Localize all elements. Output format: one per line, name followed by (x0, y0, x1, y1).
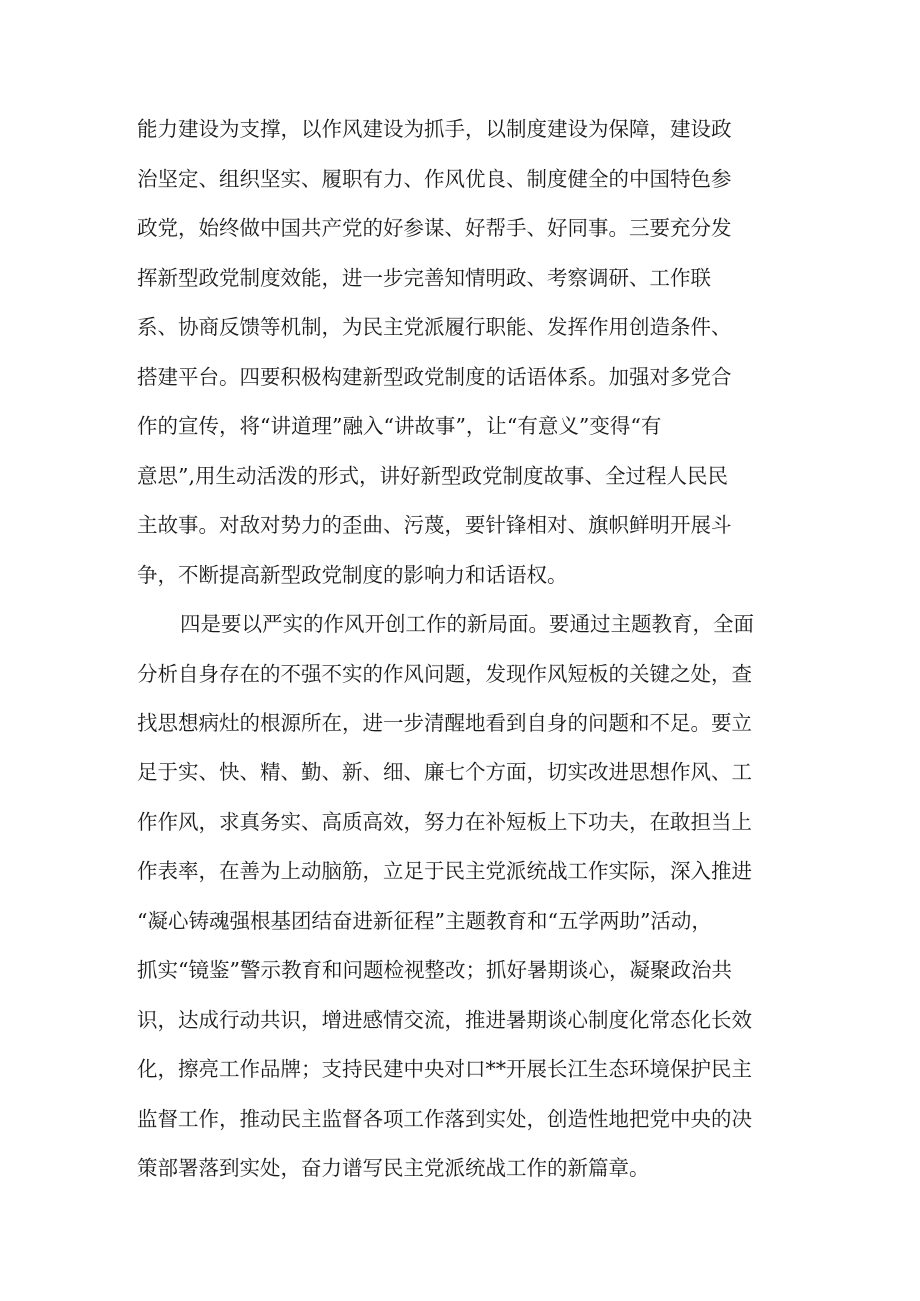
text-line-18: 抓实“镜鉴”警示教育和问题检视整改；抓好暑期谈心，凝聚政治共 (137, 958, 732, 982)
text-line-14: 足于实、快、精、勤、新、细、廉七个方面，切实改进思想作风、工 (137, 760, 752, 784)
text-line-10: 争，不断提高新型政党制度的影响力和话语权。 (137, 563, 568, 587)
text-line-9: 主故事。对敌对势力的歪曲、污蔑，要针锋相对、旗帜鲜明开展斗 (137, 513, 732, 537)
text-line-7: 作的宣传，将“讲道理”融入“讲故事”，让“有意义”变得“有 (137, 414, 662, 438)
text-line-2: 治坚定、组织坚实、履职有力、作风优良、制度健全的中国特色参 (137, 167, 732, 191)
text-line-16: 作表率，在善为上动脑筋，立足于民主党派统战工作实际，深入推进 (137, 859, 752, 883)
text-line-13: 找思想病灶的根源所在，进一步清醒地看到自身的问题和不足。要立 (137, 711, 752, 735)
text-line-12: 分析自身存在的不强不实的作风问题，发现作风短板的关键之处，查 (137, 662, 752, 686)
text-line-19: 识，达成行动共识，增进感情交流，推进暑期谈心制度化常态化长效 (137, 1008, 752, 1032)
text-line-3: 政党，始终做中国共产党的好参谋、好帮手、好同事。三要充分发 (137, 216, 732, 240)
text-line-8: 意思”,用生动活泼的形式，讲好新型政党制度故事、全过程人民民 (137, 464, 728, 488)
paragraph-start-line: 四是要以严实的作风开创工作的新局面。要通过主题教育，全面 (180, 612, 754, 636)
text-line-17: “凝心铸魂强根基团结奋进新征程”主题教育和“五学两助”活动， (137, 909, 712, 933)
text-line-5: 系、协商反馈等机制，为民主党派履行职能、发挥作用创造条件、 (137, 315, 732, 339)
text-line-6: 搭建平台。四要积极构建新型政党制度的话语体系。加强对多党合 (137, 365, 732, 389)
text-line-1: 能力建设为支撑，以作风建设为抓手，以制度建设为保障，建设政 (137, 117, 732, 141)
text-line-22: 策部署落到实处，奋力谱写民主党派统战工作的新篇章。 (137, 1156, 650, 1180)
text-line-21: 监督工作，推动民主监督各项工作落到实处，创造性地把党中央的决 (137, 1107, 752, 1131)
text-line-15: 作作风，求真务实、高质高效，努力在补短板上下功夫，在敢担当上 (137, 810, 752, 834)
text-line-4: 挥新型政党制度效能，进一步完善知情明政、考察调研、工作联 (137, 266, 711, 290)
text-line-20: 化，擦亮工作品牌；支持民建中央对口**开展长江生态环境保护民主 (137, 1057, 752, 1081)
